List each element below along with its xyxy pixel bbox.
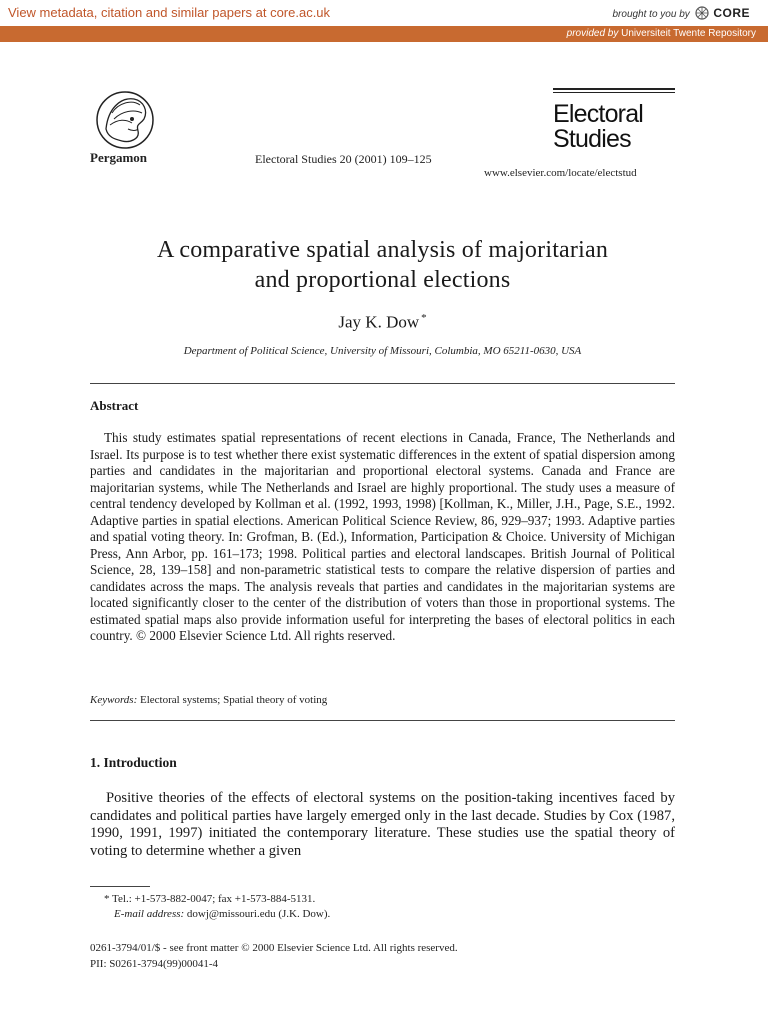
journal-citation: Electoral Studies 20 (2001) 109–125 — [255, 152, 432, 166]
author-footnote-mark[interactable]: * — [421, 312, 427, 324]
intro-text: Positive theories of the effects of electoral systems on the position-taking incentives faced by candidates and political parties have largely emerged only in the last decade. Studies by Cox (1987, 1990, 1991, 1997) initiated the contemporary literature. These studies use the spatial theory of voting to determine whether a given — [90, 790, 675, 859]
email-owner: (J.K. Dow). — [278, 908, 331, 920]
journal-logo — [553, 88, 675, 152]
journal-title-line2: Studies — [553, 125, 631, 153]
journal-rule-bottom — [553, 92, 675, 93]
footnote-rule — [90, 886, 150, 887]
brought-by-label: brought to you by — [612, 9, 690, 20]
front-matter-line1: 0261-3794/01/$ - see front matter © 2000 Elsevier Science Ltd. All rights reserved. — [90, 942, 458, 954]
divider-top — [90, 383, 675, 384]
divider-bottom — [90, 720, 675, 721]
journal-url[interactable]: www.elsevier.com/locate/electstud — [484, 167, 637, 179]
abstract-text: This study estimates spatial representations of recent elections in Canada, France, The Netherlands and Israel. Its purpose is to test whether there exist systematic differences in the extent of spatial dispersion among parties and candidates in the majoritarian and proportional electoral systems. Canada and France are majoritarian systems, while The Netherlands and Israel are highly proportional. The study uses a measure of central tendency developed by Kollman et al. (1992, 1993, 1998) [Kollman, K., Miller, J.H., Page, S.E., 1992. Adaptive parties in spatial elections. American Political Science Review, 86, 929–937; 1993. Adaptive parties and spatial voting theory. In: Grofman, B. (Ed.), Information, Participation & Choice. University of Michigan Press, Ann Arbor, pp. 161–173; 1998. Political parties and electoral landscapes. British Journal of Political Science, 28, 139–158] and non-parametric statistical tests to compare the relative dispersion of parties and candidates across the maps. The analysis reveals that parties and candidates in the majoritarian systems are located significantly closer to the center of the distribution of voters than those in proportional systems. The estimated spatial maps also provide information useful for interpreting the bases of electoral politics in each country. © 2000 Elsevier Science Ltd. All rights reserved. — [90, 430, 675, 643]
journal-title-line1: Electoral — [553, 100, 644, 128]
section-heading: 1. Introduction — [90, 755, 177, 770]
publisher-name: Pergamon — [90, 150, 148, 165]
front-matter-pii: PII: S0261-3794(99)00041-4 — [90, 958, 219, 970]
provider-name: Universiteit Twente Repository — [621, 28, 756, 39]
title-line2: and proportional elections — [254, 267, 511, 293]
core-provider-bar — [0, 26, 768, 42]
footnote-contact: * Tel.: +1-573-882-0047; fax +1-573-884-5131. — [104, 893, 316, 905]
core-brand[interactable] — [612, 6, 750, 20]
author — [90, 312, 675, 333]
journal-rule-top — [553, 88, 675, 90]
provided-by-label: provided by — [566, 28, 619, 39]
keywords-value: Electoral systems; Spatial theory of voting — [140, 694, 328, 706]
pergamon-emblem-icon — [92, 89, 158, 151]
author-name: Jay K. Dow — [338, 312, 420, 332]
abstract-heading: Abstract — [90, 398, 139, 413]
front-matter — [90, 940, 458, 972]
article-title — [90, 235, 675, 295]
provider-text[interactable] — [567, 28, 756, 39]
affiliation: Department of Political Science, University of Missouri, Columbia, MO 65211-0630, USA — [183, 345, 582, 357]
journal-title — [553, 102, 675, 152]
footnote — [104, 892, 330, 922]
title-line1: A comparative spatial analysis of majoritarian — [156, 237, 609, 263]
core-metadata-link[interactable]: View metadata, citation and similar papers at core.ac.uk — [8, 5, 331, 20]
keywords-label: Keywords: — [90, 694, 138, 706]
keywords — [90, 694, 327, 706]
email-label: E-mail address: — [114, 908, 185, 920]
email-address[interactable]: dowj@missouri.edu — [186, 908, 276, 920]
core-banner — [0, 0, 768, 27]
core-brand-name: CORE — [713, 6, 750, 20]
core-logo-icon — [695, 6, 709, 20]
footnote-email-line — [104, 907, 330, 922]
